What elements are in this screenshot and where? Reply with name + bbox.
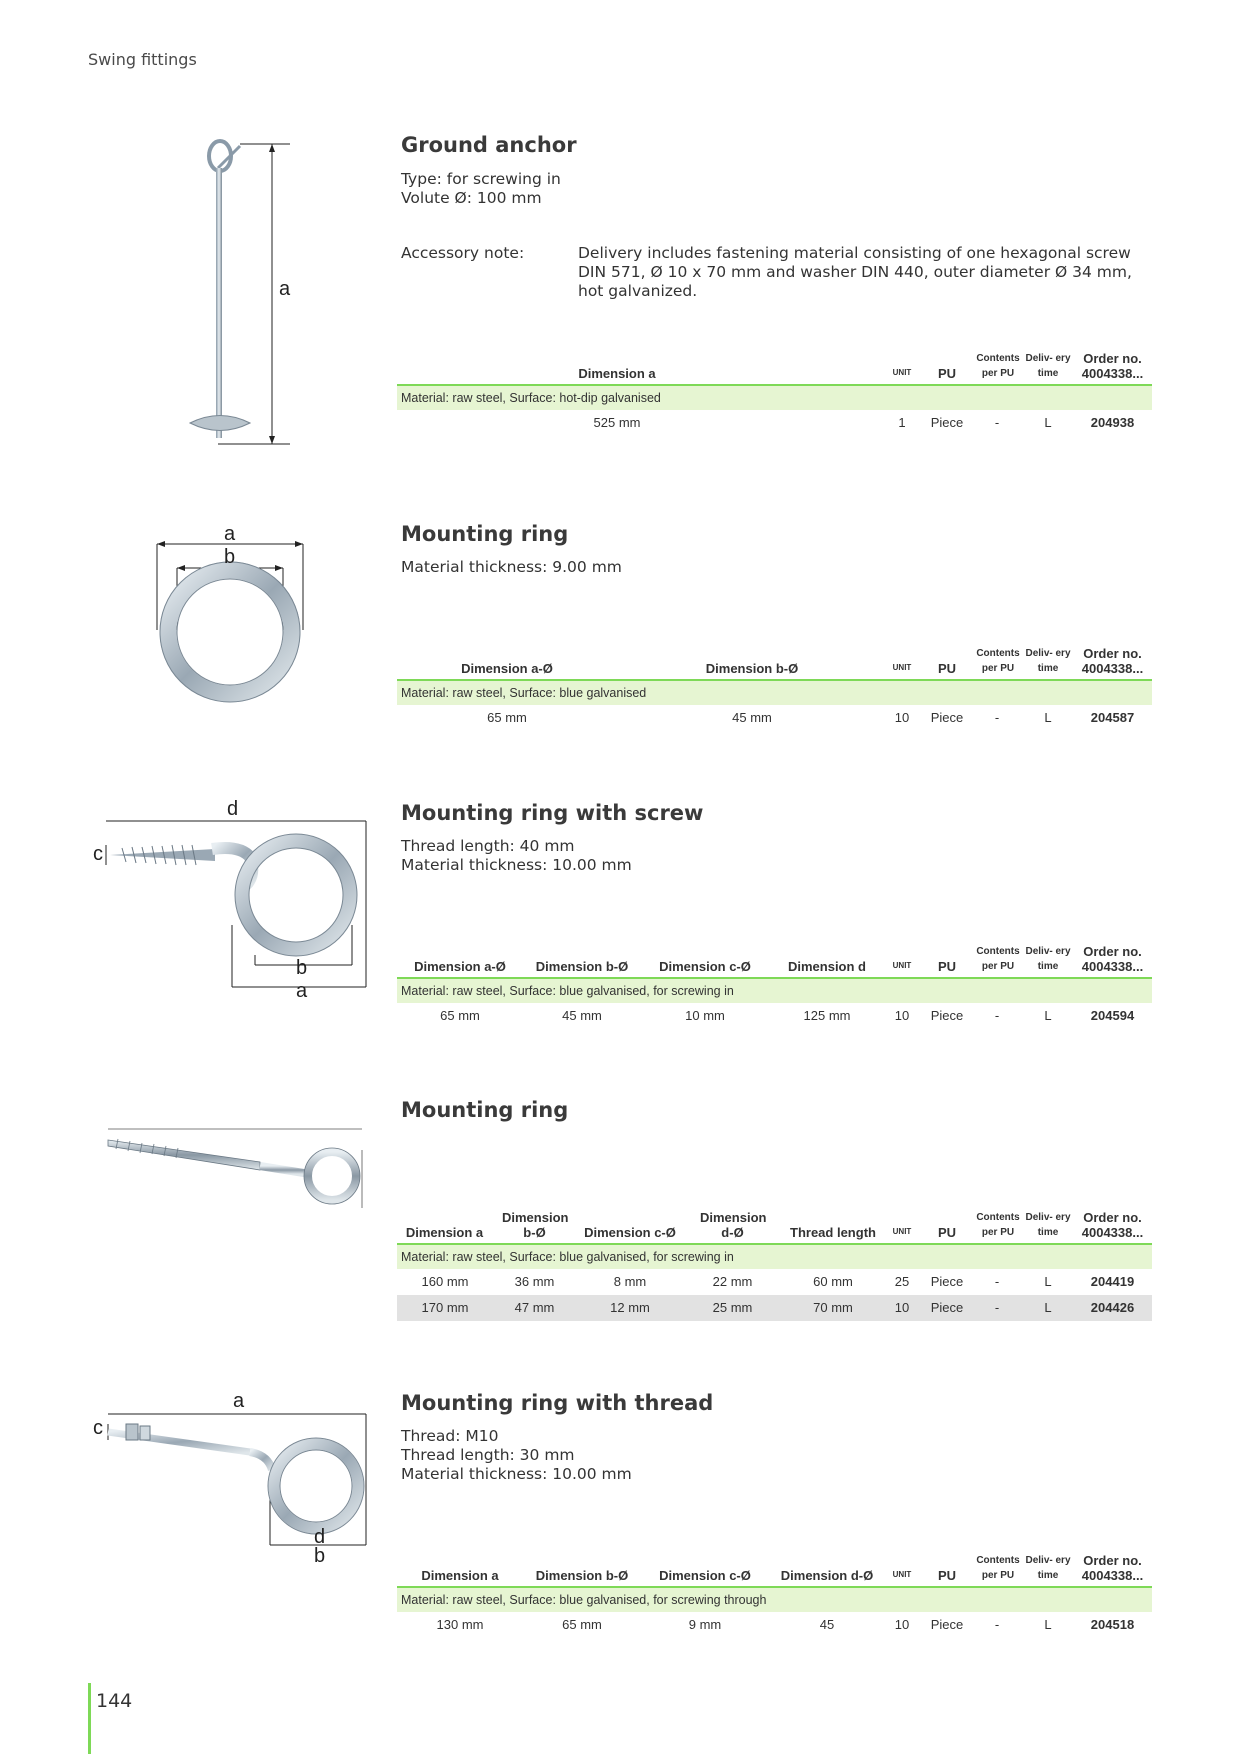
product-spec: Thread length: 40 mm	[401, 837, 575, 855]
product-table	[397, 927, 1152, 1029]
table-header	[397, 1193, 1152, 1243]
col-header: Contents per PU	[976, 1555, 1020, 1581]
col-header: Thread length	[790, 1225, 876, 1240]
cell: 22 mm	[712, 1274, 753, 1289]
dim-label-a: a	[279, 278, 291, 300]
cell: 12 mm	[610, 1300, 650, 1315]
col-header: Dimension d	[787, 959, 866, 974]
cell: -	[994, 1008, 1000, 1023]
col-header: Contents per PU	[976, 353, 1020, 379]
cell: 36 mm	[514, 1274, 555, 1289]
col-header: Order no. 4004338...	[1081, 1210, 1144, 1240]
mounting-ring-with-screw-illustration	[100, 815, 370, 995]
product-spec: Thread: M10	[401, 1427, 499, 1445]
cell: L	[1044, 1300, 1052, 1315]
cell: L	[1044, 415, 1052, 430]
cell: 45	[819, 1617, 835, 1632]
cell: -	[994, 1300, 1000, 1315]
dim-label-d: d	[227, 798, 239, 820]
cell: L	[1044, 1274, 1052, 1289]
cell: 65 mm	[562, 1617, 602, 1632]
dim-label-b: b	[224, 546, 236, 568]
order-number: 204938	[1090, 415, 1135, 430]
col-header: Dimension a	[405, 1225, 484, 1240]
dim-label-a: a	[233, 1390, 245, 1412]
col-header: Order no. 4004338...	[1081, 646, 1144, 676]
accessory-note-label: Accessory note:	[401, 244, 525, 262]
col-header: UNIT	[892, 961, 912, 970]
product-title: Mounting ring with screw	[401, 801, 704, 825]
col-header: Dimension c-Ø	[659, 959, 751, 974]
table-header	[397, 334, 1152, 384]
col-header: Dimension d-Ø	[780, 1568, 874, 1583]
col-header: UNIT	[892, 1227, 912, 1236]
col-header: Deliv- ery time	[1025, 1212, 1071, 1238]
cell: 125 mm	[803, 1008, 851, 1023]
cell: 25	[894, 1274, 910, 1289]
col-header: Dimension a-Ø	[461, 661, 553, 676]
material-row: Material: raw steel, Surface: blue galvanised	[397, 679, 1152, 705]
dim-label-b: b	[314, 1545, 326, 1567]
col-header: Contents per PU	[976, 1212, 1020, 1238]
cell: L	[1044, 710, 1052, 725]
cell: 9 mm	[688, 1617, 722, 1632]
col-header: Contents per PU	[976, 946, 1020, 972]
dim-label-a: a	[296, 980, 308, 1002]
col-header: Order no. 4004338...	[1081, 944, 1144, 974]
dim-label-c: c	[93, 1417, 103, 1439]
product-title: Mounting ring	[401, 1098, 569, 1122]
col-header: UNIT	[892, 1570, 912, 1579]
cell: 8 mm	[613, 1274, 647, 1289]
page-number: 144	[96, 1690, 133, 1712]
product-spec: Material thickness: 10.00 mm	[401, 856, 632, 874]
col-header: Deliv- ery time	[1025, 353, 1071, 379]
col-header: UNIT	[892, 368, 912, 377]
cell: 70 mm	[813, 1300, 853, 1315]
cell: 25 mm	[712, 1300, 753, 1315]
col-header: Deliv- ery time	[1025, 1555, 1071, 1581]
col-header: PU	[937, 1225, 957, 1240]
col-header: Deliv- ery time	[1025, 648, 1071, 674]
cell: 10	[894, 1617, 910, 1632]
col-header: Contents per PU	[976, 648, 1020, 674]
section-header: Swing fittings	[88, 50, 197, 69]
col-header: Dimension d-Ø	[700, 1210, 767, 1240]
footer-accent-bar	[88, 1683, 91, 1754]
dim-label-a: a	[224, 523, 236, 545]
cell: 10 mm	[685, 1008, 725, 1023]
order-number: 204587	[1090, 710, 1135, 725]
product-spec: Type: for screwing in	[401, 170, 561, 188]
cell: Piece	[930, 1008, 964, 1023]
dim-label-c: c	[93, 843, 103, 865]
product-spec: Material thickness: 10.00 mm	[401, 1465, 632, 1483]
cell: 170 mm	[421, 1300, 469, 1315]
cell: 60 mm	[813, 1274, 853, 1289]
cell: 525 mm	[593, 415, 641, 430]
product-table	[397, 629, 1152, 731]
product-spec: Material thickness: 9.00 mm	[401, 558, 622, 576]
product-title: Mounting ring with thread	[401, 1391, 714, 1415]
product-spec: Thread length: 30 mm	[401, 1446, 575, 1464]
cell: -	[994, 1274, 1000, 1289]
product-spec: Volute Ø: 100 mm	[401, 189, 542, 207]
col-header: PU	[937, 959, 957, 974]
material-row: Material: raw steel, Surface: hot-dip galvanised	[397, 384, 1152, 410]
cell: Piece	[930, 415, 964, 430]
cell: 10	[894, 1008, 910, 1023]
table-header	[397, 629, 1152, 679]
col-header: Dimension b-Ø	[502, 1210, 569, 1240]
eye-screw-illustration	[100, 1120, 375, 1215]
product-table	[397, 334, 1152, 436]
cell: 45 mm	[562, 1008, 602, 1023]
table-header	[397, 927, 1152, 977]
cell: Piece	[930, 1274, 964, 1289]
table-row	[397, 1295, 1152, 1321]
col-header: Dimension a	[578, 366, 656, 381]
col-header: Order no. 4004338...	[1081, 351, 1144, 381]
col-header: Dimension c-Ø	[659, 1568, 751, 1583]
cell: L	[1044, 1008, 1052, 1023]
cell: 65 mm	[487, 710, 527, 725]
cell: -	[994, 1617, 1000, 1632]
table-header	[397, 1536, 1152, 1586]
order-number: 204426	[1090, 1300, 1135, 1315]
product-title: Ground anchor	[401, 133, 577, 157]
col-header: PU	[937, 661, 957, 676]
col-header: Dimension b-Ø	[535, 959, 629, 974]
table-row	[397, 1003, 1152, 1029]
dim-label-b: b	[296, 957, 308, 979]
material-row: Material: raw steel, Surface: blue galvanised, for screwing through	[397, 1586, 1152, 1612]
cell: L	[1044, 1617, 1052, 1632]
col-header: Dimension a	[421, 1568, 499, 1583]
col-header: Order no. 4004338...	[1081, 1553, 1144, 1583]
table-row	[397, 1612, 1152, 1638]
col-header: Dimension b-Ø	[705, 661, 799, 676]
col-header: Dimension b-Ø	[535, 1568, 629, 1583]
cell: 45 mm	[732, 710, 772, 725]
cell: 1	[898, 415, 906, 430]
material-row: Material: raw steel, Surface: blue galvanised, for screwing in	[397, 977, 1152, 1003]
product-table	[397, 1536, 1152, 1638]
cell: 47 mm	[514, 1300, 555, 1315]
col-header: Deliv- ery time	[1025, 946, 1071, 972]
order-number: 204518	[1090, 1617, 1135, 1632]
col-header: PU	[937, 366, 957, 381]
order-number: 204594	[1090, 1008, 1135, 1023]
dim-label-d: d	[314, 1526, 326, 1548]
cell: -	[994, 710, 1000, 725]
mounting-ring-with-thread-illustration	[100, 1410, 370, 1552]
cell: 160 mm	[421, 1274, 469, 1289]
col-header: PU	[937, 1568, 957, 1583]
cell: Piece	[930, 1617, 964, 1632]
cell: 10	[894, 1300, 910, 1315]
accessory-note-text: Delivery includes fastening material consisting of one hexagonal screw DIN 571, Ø 10 x 70 mm and washer DIN 440, outer diameter Ø 34 mm, hot galvanized.	[578, 244, 1132, 300]
order-number: 204419	[1090, 1274, 1135, 1289]
cell: Piece	[930, 710, 964, 725]
cell: 10	[894, 710, 910, 725]
product-table	[397, 1193, 1152, 1321]
table-row	[397, 1269, 1152, 1295]
material-row: Material: raw steel, Surface: blue galvanised, for screwing in	[397, 1243, 1152, 1269]
product-title: Mounting ring	[401, 522, 569, 546]
col-header: Dimension c-Ø	[584, 1225, 676, 1240]
cell: Piece	[930, 1300, 964, 1315]
cell: 65 mm	[440, 1008, 480, 1023]
table-row	[397, 705, 1152, 731]
table-row	[397, 410, 1152, 436]
cell: 130 mm	[436, 1617, 484, 1632]
cell: -	[994, 415, 1000, 430]
col-header: Dimension a-Ø	[414, 959, 506, 974]
col-header: UNIT	[892, 663, 912, 672]
